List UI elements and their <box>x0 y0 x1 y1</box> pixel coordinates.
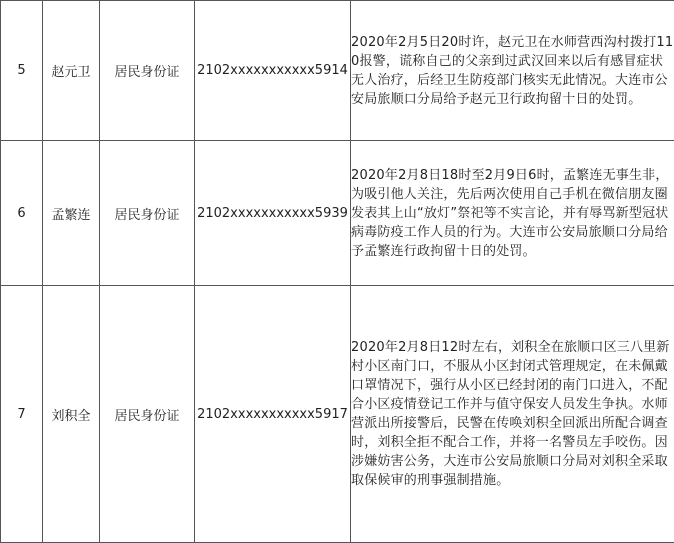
id-number: 2102xxxxxxxxxxx5917 <box>195 286 351 543</box>
person-name: 刘积全 <box>43 286 100 543</box>
id-type: 居民身份证 <box>100 141 195 286</box>
row-number: 5 <box>1 1 43 141</box>
id-type: 居民身份证 <box>100 286 195 543</box>
case-description: 2020年2月8日18时至2月9日6时，孟繁连无事生非，为吸引他人关注，先后两次使用自己手机在微信朋友圈发表其上山“放灯”祭祀等不实言论，并有辱骂新型冠状病毒防疫工作人员的行为。大连市公安局旅顺口分局给予孟繁连行政拘留十日的处罚。 <box>351 141 674 286</box>
case-description: 2020年2月5日20时许，赵元卫在水师营西沟村拨打110报警，谎称自己的父亲到过武汉回来以后有感冒症状无人治疗，后经卫生防疫部门核实无此情况。大连市公安局旅顺口分局给予赵元卫行政拘留十日的处罚。 <box>351 1 674 141</box>
table-row <box>1 1 674 141</box>
case-description: 2020年2月8日12时左右，刘积全在旅顺口区三八里新村小区南门口，不服从小区封闭式管理规定，在未佩戴口罩情况下，强行从小区已经封闭的南门口进入，不配合小区疫情登记工作并与值守保安人员发生争执。水师营派出所接警后，民警在传唤刘积全回派出所配合调查时，刘积全拒不配合工作，并将一名警员左手咬伤。因涉嫌妨害公务，大连市公安局旅顺口分局对刘积全采取取保候审的刑事强制措施。 <box>351 286 674 543</box>
person-name: 孟繁连 <box>43 141 100 286</box>
person-name: 赵元卫 <box>43 1 100 141</box>
id-number: 2102xxxxxxxxxxx5939 <box>195 141 351 286</box>
row-number: 7 <box>1 286 43 543</box>
table-row <box>1 141 674 286</box>
row-number: 6 <box>1 141 43 286</box>
id-number: 2102xxxxxxxxxxx5914 <box>195 1 351 141</box>
id-type: 居民身份证 <box>100 1 195 141</box>
table-row <box>1 286 674 543</box>
